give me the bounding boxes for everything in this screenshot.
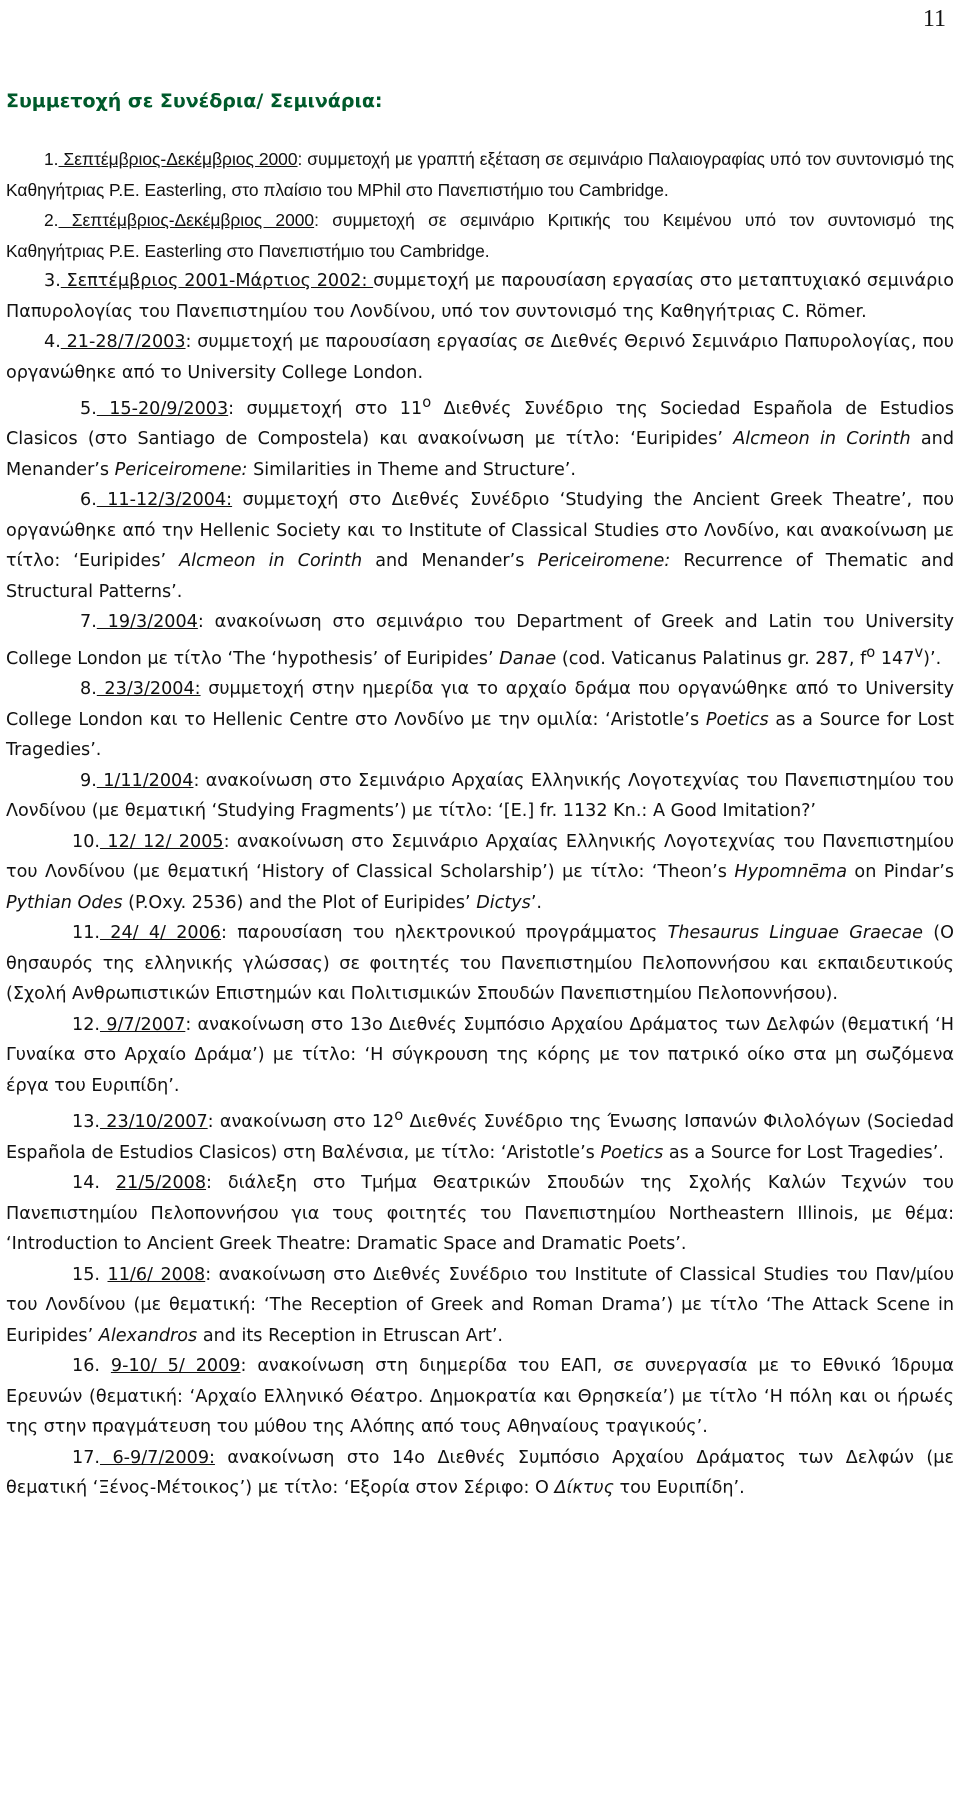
item-text: Similarities in Theme and Structure’.: [247, 459, 576, 480]
page-number: 11: [922, 6, 946, 32]
item-text: (Ο θησαυρός της ελληνικής γλώσσας) σε φοιτητές του Πανεπιστημίου Πελοποννήσου και εκπαιδευτικούς (Σχολή Ανθρωπιστικών Επιστημών και Πολιτισμικών Σπουδών Πανεπιστημίου Πελοποννήσου).: [6, 923, 954, 1005]
superscript: ο: [422, 394, 432, 411]
item-text: του Ευριπίδη’.: [613, 1478, 745, 1499]
item-date: Σεπτέμβριος 2001-Μάρτιος 2002:: [60, 271, 374, 291]
list-item: [6, 918, 954, 1010]
item-number: 7.: [80, 612, 97, 633]
item-date: 24/ 4/ 2006: [99, 923, 222, 944]
work-title: Dictys: [476, 892, 531, 913]
item-number: 16.: [72, 1356, 100, 1377]
list-item: [6, 1010, 954, 1102]
list-item: [6, 674, 954, 766]
item-text: συμμετοχή στην ημερίδα για το αρχαίο δράμα που οργανώθηκε από το University College London και το Hellenic Centre στο Λονδίνο με την ομιλία: ‘Aristotle’s: [6, 679, 954, 730]
item-date: 15-20/9/2003: [96, 398, 229, 419]
item-number: 12.: [72, 1014, 100, 1035]
section-heading: Συμμετοχή σε Συνέδρια/ Σεμινάρια:: [6, 90, 383, 112]
conference-list: [6, 144, 954, 1504]
item-number: 14.: [72, 1173, 100, 1194]
work-title: Alexandros: [98, 1325, 198, 1346]
item-number: 3.: [44, 271, 61, 291]
item-date: 23/10/2007: [99, 1112, 208, 1133]
item-number: 17.: [72, 1447, 100, 1468]
item-number: 6.: [80, 490, 97, 511]
item-text: Recurrence of Thematic and Structural Patterns’.: [6, 551, 954, 602]
list-item: [6, 266, 954, 327]
list-item: [6, 144, 954, 205]
item-date: 6-9/7/2009:: [99, 1447, 215, 1468]
work-title: Periceiromene:: [537, 551, 671, 572]
item-text: (P.Oxy. 2536) and the Plot of Euripides’: [122, 892, 477, 913]
item-number: 1.: [44, 149, 59, 169]
item-number: 4.: [44, 332, 61, 352]
list-item: [6, 485, 954, 607]
list-item: [6, 1101, 954, 1168]
superscript: v: [914, 643, 924, 661]
work-title: Periceiromene:: [114, 459, 248, 480]
list-item: [6, 388, 954, 485]
item-text: : συμμετοχή σε σεμινάριο Κριτικής του Κειμένου υπό τον συντονισμό της Καθηγήτριας P.E. Easterling στο Πανεπιστήμιο του Cambridge.: [6, 210, 954, 261]
item-date: 11/6/ 2008: [107, 1264, 206, 1285]
work-title: Poetics: [600, 1142, 664, 1163]
item-text: : ανακοίνωση στο 12: [207, 1112, 395, 1133]
list-item: [6, 766, 954, 827]
work-title: Poetics: [705, 709, 769, 730]
item-text: Διεθνές Συνέδριο της Ένωσης Ισπανών Φιλολόγων (Sociedad Española de Estudios Clasicos) στη Βαλένσια, με τίτλο: ‘Aristotle’s: [6, 1112, 954, 1163]
list-item: [6, 1168, 954, 1260]
list-item: [6, 1351, 954, 1443]
item-date: 1/11/2004: [96, 770, 194, 791]
item-text: : ανακοίνωση στο σεμινάριο του Department of Greek and Latin του University College London με τίτλο ‘The ‘hypothesis’ of Euripides’: [6, 612, 954, 669]
item-text: 147: [875, 648, 915, 669]
item-text: and Menander’s: [362, 551, 538, 572]
item-date: Σεπτέμβριος-Δεκέμβριος 2000: [58, 210, 315, 230]
list-item: [6, 607, 954, 674]
item-number: 9.: [80, 770, 97, 791]
item-text: : ανακοίνωση στο Σεμινάριο Αρχαίας Ελληνικής Λογοτεχνίας του Πανεπιστημίου του Λονδίνου (με θεματική ‘Studying Fragments’) με τίτλο: ‘[E.] fr. 1132 Kn.: A Good Imitation?’: [6, 770, 954, 822]
item-text: (cod. Vaticanus Palatinus gr. 287, f: [556, 648, 867, 669]
item-date: 21/5/2008: [115, 1173, 207, 1194]
item-text: : συμμετοχή με γραπτή εξέταση σε σεμινάριο Παλαιογραφίας υπό τον συντονισμό της Καθηγήτριας P.E. Easterling, στο πλαίσιο του MPhil στο Πανεπιστήμιο του Cambridge.: [6, 149, 955, 200]
item-text: συμμετοχή με παρουσίαση εργασίας στο μεταπτυχιακό σεμινάριο Παπυρολογίας του Πανεπιστημίου του Λονδίνου, υπό τον συντονισμό της Καθηγήτριας C. Römer.: [6, 271, 954, 322]
item-number: 13.: [72, 1112, 100, 1133]
work-title: Δίκτυς: [554, 1478, 614, 1499]
superscript: ο: [394, 1107, 404, 1125]
item-number: 8.: [80, 679, 97, 700]
item-text: : ανακοίνωση στο Σεμινάριο Αρχαίας Ελληνικής Λογοτεχνίας του Πανεπιστημίου του Λονδίνου (με θεματική ‘History of Classical Scholarship’) με τίτλο: ‘Theon’s: [6, 831, 955, 883]
item-text: and Menander’s: [6, 429, 954, 480]
item-date: 9-10/ 5/ 2009: [110, 1356, 241, 1377]
work-title: Hypomnēma: [734, 862, 847, 883]
item-text: on Pindar’s: [846, 862, 954, 883]
item-number: 2.: [44, 210, 59, 230]
item-date: 11-12/3/2004:: [96, 490, 233, 511]
item-text: : ανακοίνωση στη διημερίδα του ΕΑΠ, σε συνεργασία με το Εθνικό Ίδρυμα Ερευνών (θεματική: ‘Αρχαίο Ελληνικό Θέατρο. Δημοκρατία και Θρησκεία’) με τίτλο ‘Η πόλη και οι ήρωές της στην πραγμάτευση του μύθου της Αλόπης από τους Αθηναίους τραγικούς’.: [6, 1356, 954, 1438]
list-item: [6, 1443, 954, 1504]
item-text: : παρουσίαση του ηλεκτρονικού προγράμματος: [221, 923, 668, 944]
list-item: [6, 1260, 954, 1352]
item-date: Σεπτέμβριος-Δεκέμβριος 2000: [58, 149, 298, 169]
item-text: : ανακοίνωση στο Διεθνές Συνέδριο του Institute of Classical Studies του Παν/μίου του Λονδίνου (με θεματική: ‘The Reception of Greek and Roman Drama’) με τίτλο ‘The Attack Scene in Euripides’: [6, 1264, 955, 1346]
work-title: Pythian Odes: [6, 892, 123, 913]
item-number: 10.: [72, 831, 100, 852]
list-item: [6, 327, 954, 388]
item-number: 5.: [80, 398, 97, 419]
item-number: 15.: [72, 1264, 100, 1285]
item-text: ’.: [530, 892, 543, 913]
item-text: ανακοίνωση στο 14ο Διεθνές Συμπόσιο Αρχαίου Δράματος των Δελφών (με θεματική ‘Ξένος-Μέτοικος’) με τίτλο: ‘Εξορία στον Σέριφο: Ο: [6, 1447, 954, 1499]
superscript: ο: [866, 643, 876, 661]
item-date: 9/7/2007: [99, 1014, 186, 1035]
item-text: Διεθνές Συνέδριο της Sociedad Española de Estudios Clasicos (στο Santiago de Compostela) και ανακοίνωση με τίτλο: ‘Euripides’: [6, 398, 954, 450]
work-title: Thesaurus Linguae Graecae: [667, 923, 924, 944]
item-text: συμμετοχή στο Διεθνές Συνέδριο ‘Studying the Ancient Greek Theatre’, που οργανώθηκε από την Hellenic Society και το Institute of Classical Studies στο Λονδίνο, και ανακοίνωση με τίτλο: ‘Euripides’: [6, 490, 955, 572]
item-text: as a Source for Lost Tragedies’.: [6, 709, 954, 761]
item-text: as a Source for Lost Tragedies’.: [663, 1142, 944, 1163]
item-date: 21-28/7/2003: [60, 332, 186, 352]
work-title: Danae: [499, 648, 557, 669]
work-title: Alcmeon in Corinth: [733, 429, 911, 450]
item-text: : ανακοίνωση στο 13ο Διεθνές Συμπόσιο Αρχαίου Δράματος των Δελφών (θεματική ‘Η Γυναίκα στο Αρχαίο Δράμα’) με τίτλο: ‘Η σύγκρουση της κόρης με τον πατρικό οίκο στα μη σωζόμενα έργα του Ευριπίδη’.: [6, 1014, 954, 1096]
item-date: 12/ 12/ 2005: [99, 831, 224, 852]
item-date: 19/3/2004: [96, 612, 198, 633]
item-text: and its Reception in Etruscan Art’.: [197, 1325, 504, 1346]
item-text: : συμμετοχή με παρουσίαση εργασίας σε Διεθνές Θερινό Σεμινάριο Παπυρολογίας, που οργανώθηκε από το University College London.: [6, 332, 954, 383]
work-title: Alcmeon in Corinth: [179, 551, 363, 572]
item-text: : συμμετοχή στο 11: [228, 398, 423, 419]
item-text: : διάλεξη στο Τμήμα Θεατρικών Σπουδών της Σχολής Καλών Τεχνών του Πανεπιστημίου Πελοποννήσου για τους φοιτητές του Πανεπιστημίου Northeastern Illinois, με θέμα: ‘Introduction to Ancient Greek Theatre: Dramatic Space and Dramatic Poets’.: [6, 1173, 954, 1255]
list-item: [6, 205, 954, 266]
item-date: 23/3/2004:: [96, 679, 201, 700]
item-text: )’.: [923, 648, 942, 669]
item-number: 11.: [72, 923, 100, 944]
list-item: [6, 827, 954, 919]
